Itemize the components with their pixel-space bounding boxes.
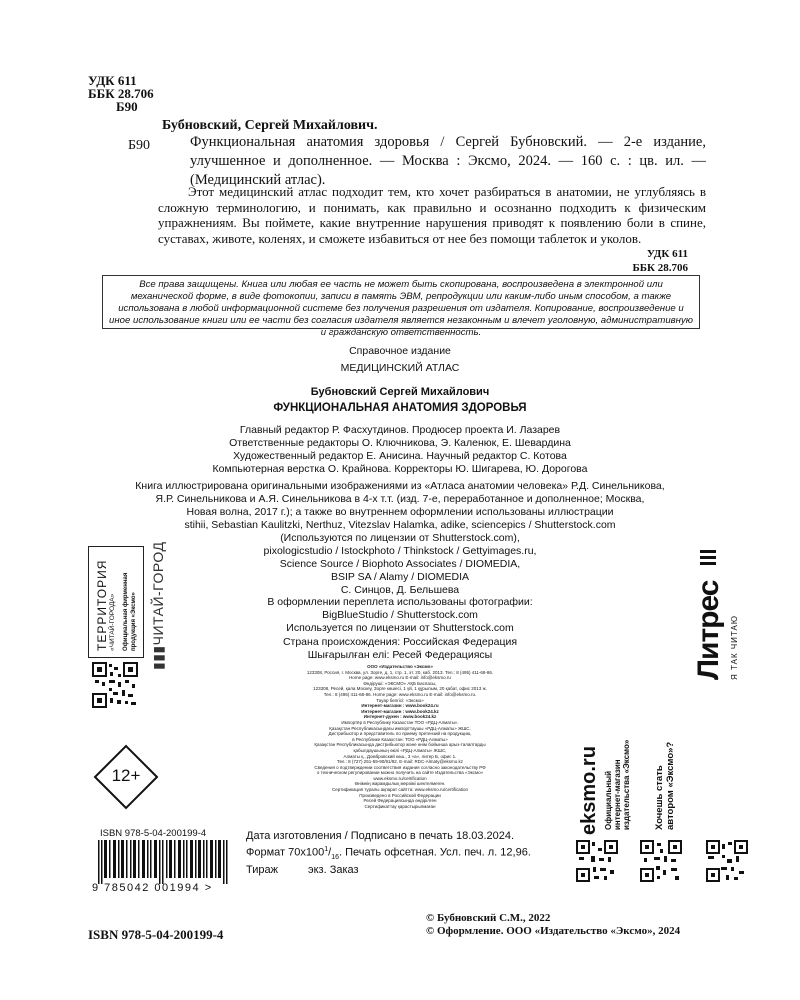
credit-line: Science Source / Biophoto Associates / DIOMEDIA, bbox=[279, 558, 521, 570]
staff-list bbox=[140, 424, 660, 476]
credit-line: Книга иллюстрирована оригинальными изображениями из «Атласа анатомии человека» Р.Д. Синельникова, bbox=[135, 480, 665, 492]
print-format: Формат $70х100^1/_{16}$. Печать офсетная. Усл. печ. л. 12,96. bbox=[246, 846, 531, 861]
small-line: www.eksmo.ru/certification bbox=[373, 775, 427, 781]
cover-photos-credits bbox=[230, 596, 570, 635]
format-numerator: 1 bbox=[324, 846, 329, 853]
eksmo-caption-line: издательства «Эксмо» bbox=[622, 739, 631, 830]
format-denominator: 16 bbox=[331, 853, 339, 861]
small-line: Тел.: 8 (727) 251-59-90/91/92. E-mail: RDC-Almaty@eksmo.kz bbox=[336, 759, 464, 765]
small-line: қабылдаушының өкілі «РДЦ-Алматы» ЖШС, bbox=[353, 747, 447, 753]
credit-line: В оформлении переплета использованы фотографии: bbox=[267, 596, 533, 608]
small-line: Ресей Федерациясында өндірілген bbox=[363, 798, 437, 804]
series-name: МЕДИЦИНСКИЙ АТЛАС bbox=[340, 362, 460, 374]
barcode-isbn-label: ISBN 978-5-04-200199-4 bbox=[100, 828, 207, 839]
eksmo-qr-code bbox=[576, 840, 618, 882]
small-line: 123308, Ресей, қала Мәскеу, Зорге көшесі, 1 үй, 1 құрылым, 20 қабат, офис 2013 ж. bbox=[313, 686, 487, 692]
small-line: Импортёр в Республику Казахстан ТОО «РДЦ-Алматы». bbox=[341, 719, 459, 725]
format-rest: . Печать офсетная. Усл. печ. л. 12,96. bbox=[339, 846, 531, 859]
small-line: о техническом регулировании можно получить на сайте Издательства «Эксмо» bbox=[316, 770, 484, 776]
origin-line: Страна происхождения: Российская Федерация bbox=[282, 636, 518, 648]
publisher-info bbox=[250, 664, 550, 809]
small-line: Қазақстан Республикасындағы импорттаушы «РДЦ-Алматы» ЖШС. bbox=[329, 725, 471, 731]
illustrations-credits bbox=[100, 480, 700, 597]
litres-qr-code bbox=[706, 840, 748, 882]
small-line: Home page: www.eksmo.ru E-mail: info@eksmo.ru bbox=[349, 675, 451, 681]
credit-line: pixologicstudio / Istockphoto / Thinkstock / Gettyimages.ru, bbox=[263, 545, 537, 557]
country-of-origin bbox=[230, 636, 570, 662]
small-line: Тауар белгісі: «Эксмо» bbox=[376, 697, 424, 703]
print-info bbox=[246, 830, 531, 877]
age-rating-text: 12+ bbox=[111, 766, 141, 785]
origin-line: Шығарылған елі: Ресей Федерациясы bbox=[307, 649, 493, 661]
bib-description: Функциональная анатомия здоровья / Сергей Бубновский. — 2-е издание, улучшенное и дополненное. — Москва : Эксмо, 2024. — 160 с. : цв. ил. — (Медицинский атлас). bbox=[190, 134, 706, 188]
chitai-gorod-text: ЧИТАЙ-ГОРОД bbox=[150, 541, 166, 646]
credit-line: Я.Р. Синельникова и А.Я. Синельникова в 4-х т.т. (изд. 7-е, переработанное и дополненное; Москва, bbox=[155, 493, 645, 505]
territory-note-2: продукция «Эксмо» bbox=[131, 592, 137, 651]
territory-qr-code bbox=[92, 662, 138, 708]
litres-slogan: Я ТАК ЧИТАЮ bbox=[730, 615, 739, 680]
credit-line: Используется по лицензии от Shutterstock.com bbox=[286, 622, 514, 634]
code-top: Б90 bbox=[116, 99, 138, 114]
credit-line: BSIP SA / Alamy / DIOMEDIA bbox=[330, 571, 470, 583]
eksmo-caption-line: интернет-магазин bbox=[613, 759, 622, 830]
bbk-bottom: ББК 28.706 bbox=[632, 262, 688, 274]
copyright-design: © Оформление. ООО «Издательство «Эксмо», 2024 bbox=[426, 925, 681, 937]
small-line: Интернет-дүкен : www.book24.kz bbox=[363, 714, 437, 720]
staff-line: Главный редактор Р. Фасхутдинов. Продюсер проекта И. Лазарев bbox=[239, 424, 561, 436]
author-heading: Бубновский, Сергей Михайлович. bbox=[162, 118, 378, 133]
copyright-block bbox=[426, 912, 680, 938]
edition-type: Справочное издание bbox=[349, 345, 451, 357]
small-line: Произведено в Российской Федерации bbox=[359, 792, 441, 798]
small-line: Интернет-магазин : www.book24.kz bbox=[361, 708, 439, 714]
format-prefix: Формат 70х100 bbox=[246, 846, 325, 859]
small-line: Тел.: 8 (495) 411-68-86. Home page: www.eksmo.ru E-mail: info@eksmo.ru. bbox=[323, 691, 477, 697]
small-line: в Республике Казахстан: ТОО «РДЦ-Алматы» bbox=[352, 736, 448, 742]
author-invite bbox=[654, 742, 676, 830]
small-line: Сертификаттау қарастырылмаған bbox=[364, 803, 436, 809]
credit-line: Новая волна, 2017 г.); а также во внутреннем оформлении использованы иллюстрации bbox=[186, 506, 614, 518]
udk-bottom: УДК 611 bbox=[646, 248, 688, 260]
barcode-digits: 9 785042 001994 > bbox=[92, 882, 213, 894]
run-order: экз. Заказ bbox=[307, 863, 359, 876]
small-line: Алматы қ., Домбровский көш., 3 «а», литер Б, офис 1. bbox=[343, 753, 457, 759]
eksmo-caption bbox=[604, 740, 631, 830]
small-line: Интернет-магазин : www.book24.ru bbox=[361, 703, 439, 709]
territory-subtitle: «ЧИТАЙ-ГОРОДА» bbox=[109, 593, 116, 651]
print-run bbox=[246, 864, 531, 877]
book-title: ФУНКЦИОНАЛЬНАЯ АНАТОМИЯ ЗДОРОВЬЯ bbox=[273, 402, 527, 414]
author-code: Б90 bbox=[128, 138, 151, 153]
isbn-footer: ISBN 978-5-04-200199-4 bbox=[88, 927, 224, 942]
credit-line: BigBlueStudio / Shutterstock.com bbox=[322, 609, 478, 621]
small-line: Өнімнің жарамдылық мерзімі шектелмеген. bbox=[354, 781, 446, 787]
credit-line: (Используются по лицензии от Shutterstock.com), bbox=[280, 532, 520, 544]
small-line: ООО «Издательство «Эксмо» bbox=[367, 664, 433, 669]
udk-bbk-header bbox=[88, 74, 154, 113]
isbn-barcode bbox=[92, 840, 237, 884]
staff-line: Ответственные редакторы О. Ключникова, Э. Каленюк, Е. Шевардина bbox=[229, 437, 571, 449]
territory-title: ТЕРРИТОРИЯ bbox=[95, 559, 109, 651]
chitai-bars-icon: ▮▮▮ bbox=[150, 645, 166, 670]
small-line: Дистрибьютор и представитель по приему претензий на продукцию, bbox=[328, 731, 472, 737]
territory-logo bbox=[88, 546, 144, 658]
credit-line: stihii, Sebastian Kaulitzki, Nerthuz, Vitezslav Halamka, adike, sciencepics / Shutterstock.com bbox=[184, 519, 616, 531]
author-invite-line: автором «Эксмо»? bbox=[665, 741, 676, 830]
author-qr-code bbox=[640, 840, 682, 882]
eksmo-site: eksmo.ru bbox=[578, 746, 600, 835]
small-line: Сертификация туралы ақпарат сайтта: www.eksmo.ru/certification bbox=[332, 787, 468, 793]
small-line: 123308, Россия, г. Москва, ул. Зорге, д. 1, стр. 1, эт. 20, каб. 2013. Тел.: 8 (495) 411-68-86. bbox=[306, 669, 494, 675]
territory-note-1: Официальная фирменная bbox=[123, 572, 129, 651]
rights-notice: Все права защищены. Книга или любая ее часть не может быть скопирована, воспроизведена в электронной или механической форме, в виде фотокопии, записи в память ЭВМ, репродукции или каким-либо иным способом, а также использована в любой информационной системе без получения разрешения от издателя. Копирование, воспроизведение и иное использование книги или ее части без согласия издателя является незаконным и влечет уголовную, административную и гражданскую ответственность. bbox=[102, 275, 700, 329]
print-dates: Дата изготовления / Подписано в печать 18.03.2024. bbox=[246, 830, 515, 842]
small-line: Өндіруші: «ЭКСМО» АҚБ Баспасы, bbox=[363, 680, 437, 686]
credit-line: С. Синцов, Д. Бельшева bbox=[340, 584, 460, 596]
small-line: Сведения о подтверждении соответствия издания согласно законодательству РФ bbox=[314, 764, 486, 770]
eksmo-caption-line: Официальный bbox=[604, 770, 613, 830]
udk-bbk-footer bbox=[632, 247, 688, 275]
staff-line: Компьютерная верстка О. Крайнова. Корректоры Ю. Шигарева, Ю. Дорогова bbox=[212, 463, 588, 475]
annotation: Этот медицинский атлас подходит тем, кто хочет разбираться в анатомии, не углубляясь в сложную терминологию, и понимать, как правильно и осознанно подходить к физическим упражнениям. Вы поймете, какие внутренние нарушения приводят к появлению боли в спине, суставах, животе, коленях, и сможете избавиться от нее без помощи таблеток и уколов. bbox=[158, 184, 706, 246]
staff-line: Художественный редактор Е. Анисина. Научный редактор С. Котова bbox=[233, 450, 567, 462]
copyright-author: © Бубновский С.М., 2022 bbox=[426, 912, 551, 924]
chitai-gorod-logo bbox=[150, 542, 167, 670]
run-label: Тираж bbox=[246, 863, 278, 876]
bbk-top: ББК 28.706 bbox=[88, 86, 154, 101]
author-invite-line: Хочешь стать bbox=[654, 765, 665, 830]
small-line: Қазақстан Республикасында дистрибьютор және өнім бойынша арыз-талаптарды bbox=[314, 742, 486, 748]
litres-logo: Литрес bbox=[692, 580, 725, 680]
litres-menu-icon bbox=[700, 550, 716, 566]
udk-top: УДК 611 bbox=[88, 73, 137, 88]
edition-author: Бубновский Сергей Михайлович bbox=[310, 386, 490, 398]
